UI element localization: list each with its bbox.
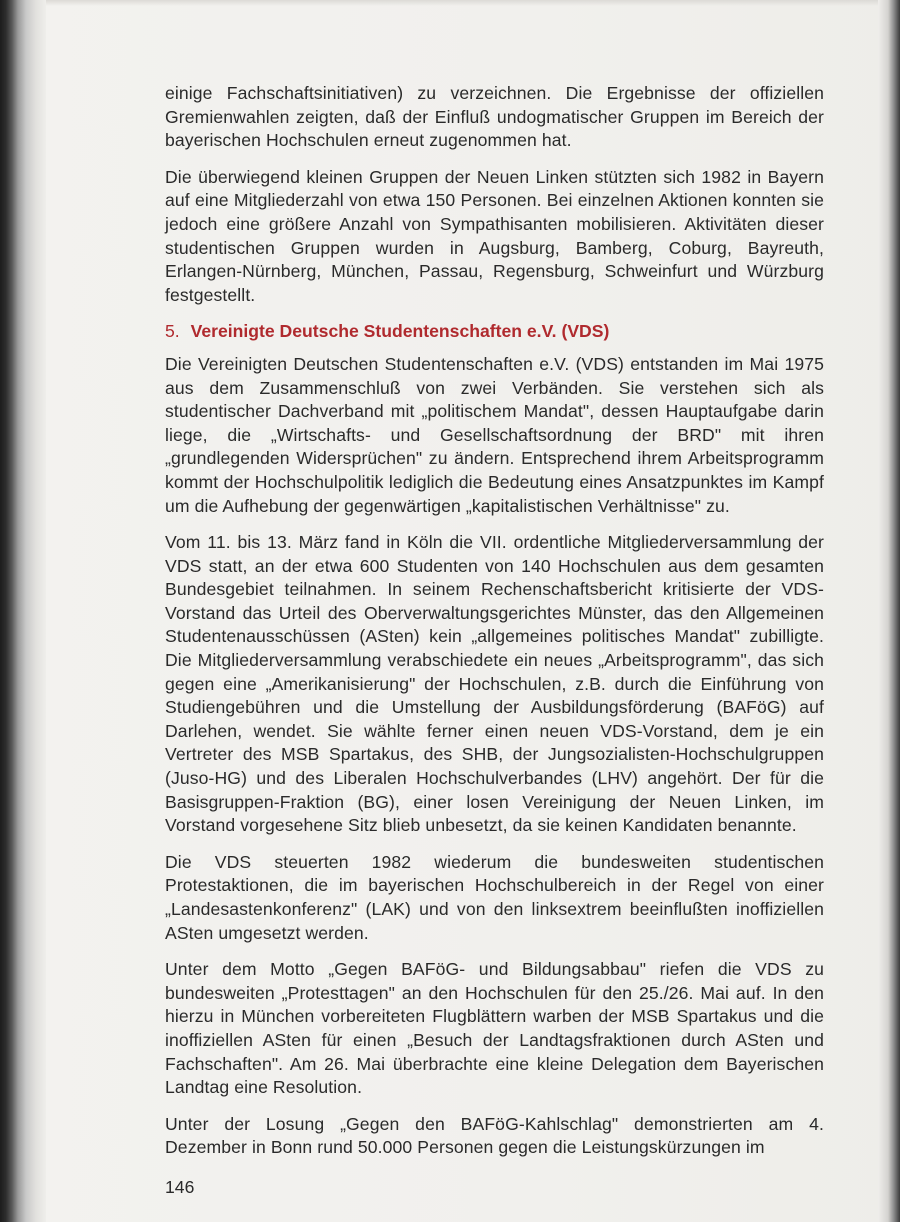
paragraph: Die überwiegend kleinen Gruppen der Neuen Linken stützten sich 1982 in Bayern auf eine Mitgliederzahl von etwa 150 Personen. Bei einzelnen Aktionen konnten sie jedoch eine größere Anzahl von Sympathisanten mobilisieren. Aktivitäten dieser studentischen Gruppen wurden in Augsburg, Bamberg, Coburg, Bayreuth, Erlangen-Nürnberg, München, Passau, Regensburg, Schweinfurt und Würzburg festgestellt. <box>165 166 824 305</box>
section-number: 5. <box>165 321 180 342</box>
section-title: Vereinigte Deutsche Studentenschaften e.V. (VDS) <box>190 321 610 342</box>
paragraph: Die VDS steuerten 1982 wiederum die bundesweiten studentischen Protestaktionen, die im bayerischen Hochschulbereich in der Regel von einer „Landesastenkonferenz" (LAK) und von den linksextrem beeinflußten inoffiziellen ASten umgesetzt werden. <box>165 851 824 943</box>
paragraph: Die Vereinigten Deutschen Studentenschaften e.V. (VDS) entstanden im Mai 1975 aus dem Zusammenschluß von zwei Verbänden. Sie verstehen sich als studentischer Dachverband mit „politischem Mandat", dessen Hauptaufgabe darin liege, die „Wirtschafts- und Gesellschaftsordnung der BRD" mit ihren „grundlegenden Widersprüchen" zu ändern. Entsprechend ihrem Arbeitsprogramm kommt der Hochschulpolitik lediglich die Bedeutung eines Ansatzpunktes im Kampf um die Aufhebung der gegenwärtigen „kapitalistischen Verhältnisse" zu. <box>165 353 824 516</box>
paragraph: Unter dem Motto „Gegen BAFöG- und Bildungsabbau" riefen die VDS zu bundesweiten „Protesttagen" an den Hochschulen für den 25./26. Mai auf. In den hierzu in München vorbereiteten Flugblättern warben der MSB Spartakus und die inoffiziellen ASten für einen „Besuch der Landtagsfraktionen durch ASten und Fachschaften". Am 26. Mai überbrachte eine kleine Delegation dem Bayerischen Landtag eine Resolution. <box>165 959 824 1098</box>
paragraph: Vom 11. bis 13. März fand in Köln die VII. ordentliche Mitgliederversammlung der VDS statt, an der etwa 600 Studenten von 140 Hochschulen aus dem gesamten Bundesgebiet teilnahmen. In seinem Rechenschaftsbericht kritisierte der VDS-Vorstand das Urteil des Oberverwaltungsgerichtes Münster, das den Allgemeinen Studentenausschüssen (ASten) kein „allgemeines politisches Mandat" zubilligte. Die Mitgliederversammlung verabschiedete ein neues „Arbeitsprogramm", das sich gegen eine „Amerikanisierung" der Hochschulen, z.B. durch die Einführung von Studiengebühren und die Umstellung der Ausbildungsförderung (BAFöG) auf Darlehen, wendet. Sie wählte ferner einen neuen VDS-Vorstand, dem je ein Vertreter des MSB Spartakus, des SHB, der Jungsozialisten-Hochschulgruppen (Juso-HG) und des Liberalen Hochschulverbandes (LHV) angehört. Der für die Basisgruppen-Fraktion (BG), einer losen Vereinigung der Neuen Linken, im Vorstand vorgesehene Sitz blieb unbesetzt, da sie keinen Kandidaten benannte. <box>165 532 824 836</box>
page-number: 146 <box>165 1177 195 1197</box>
page-top-edge <box>46 0 878 6</box>
section-heading <box>165 320 824 344</box>
book-binding-left <box>0 0 46 1222</box>
page-body <box>165 82 824 1173</box>
book-binding-right <box>878 0 900 1222</box>
paragraph: einige Fachschaftsinitiativen) zu verzeichnen. Die Ergebnisse der offiziellen Gremienwahlen zeigten, daß der Einfluß undogmatischer Gruppen im Bereich der bayerischen Hochschulen erneut zugenommen hat. <box>165 83 824 151</box>
paragraph: Unter der Losung „Gegen den BAFöG-Kahlschlag" demonstrierten am 4. Dezember in Bonn rund 50.000 Personen gegen die Leistungskürzungen im <box>165 1113 824 1158</box>
